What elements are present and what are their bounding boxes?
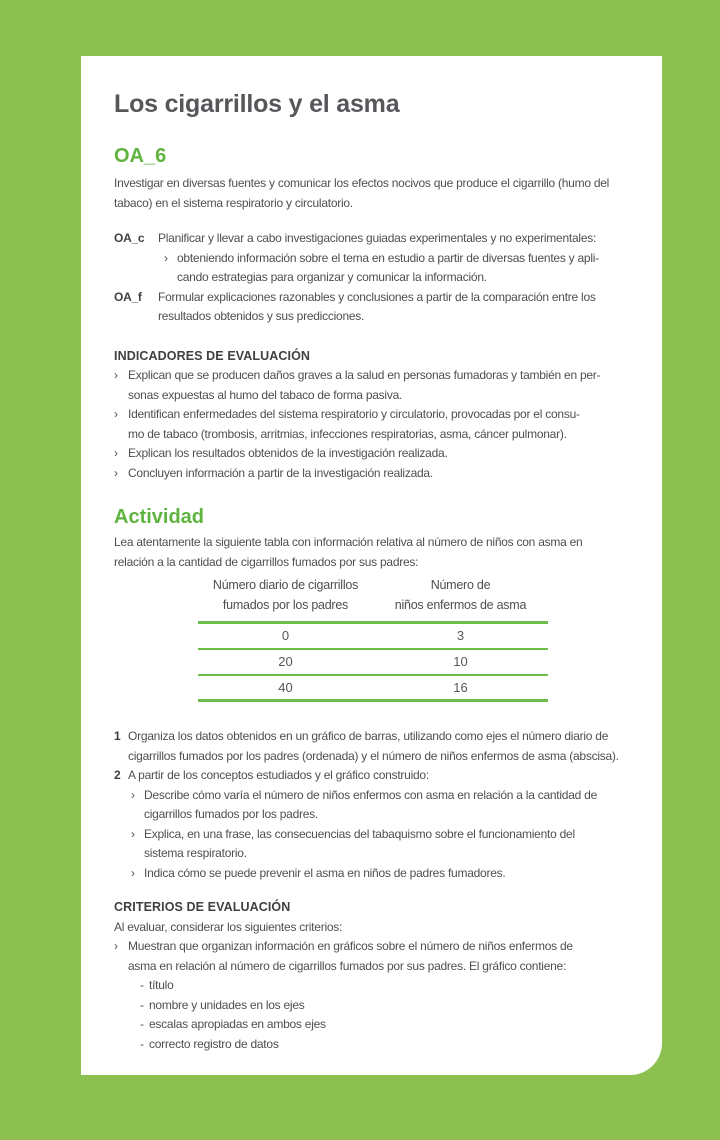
criterio-dash-text: título: [149, 978, 174, 992]
indicador-text: Explican los resultados obtenidos de la investigación realizada.: [128, 446, 448, 460]
table-cell: 10: [373, 649, 548, 675]
indicador-text: Concluyen información a partir de la investigación realizada.: [128, 465, 433, 480]
chevron-bullet-icon: ›: [131, 865, 135, 880]
table-cell: 20: [198, 649, 373, 675]
table-header-children: Número de niños enfermos de asma: [373, 576, 548, 623]
task-text: A partir de los conceptos estudiados y el gráfico construido:: [128, 768, 429, 782]
criterio-dash-item: [140, 1035, 573, 1055]
criterio-dash-text: correcto registro de datos: [149, 1036, 279, 1051]
oa-c-text: Planificar y llevar a cabo investigaciones guiadas experimentales y no experimentales:: [158, 231, 597, 245]
actividad-intro: Lea atentamente la siguiente tabla con información relativa al número de niños con asma en relación a la cantidad de cigarrillos fumados por sus padres:: [114, 535, 583, 569]
task-sub-bullet: [131, 825, 597, 864]
chevron-bullet-icon: ›: [114, 465, 118, 480]
oa-f-label: OA_f: [114, 289, 142, 304]
task-number: 2: [114, 768, 121, 782]
dash-bullet-icon: -: [140, 997, 144, 1012]
task-sub-bullet-text: Indica cómo se puede prevenir el asma en niños de padres fumadores.: [144, 865, 506, 880]
chevron-bullet-icon: ›: [131, 787, 135, 802]
page-title: Los cigarrillos y el asma: [114, 90, 400, 118]
indicador-text: Explican que se producen daños graves a la salud en personas fumadoras y también en per- sonas expuestas al humo del tabaco de forma pasiva.: [128, 368, 601, 402]
indicador-item: [114, 444, 634, 464]
criterio-dash-item: [140, 976, 573, 996]
task-text: Organiza los datos obtenidos en un gráfico de barras, utilizando como ejes el número diario de cigarrillos fumados por los padres (ordenada) y el número de niños enfermos de asma (abscisa).: [128, 729, 619, 763]
table-cell: 3: [373, 623, 548, 649]
oa-c-sub-bullet-text: obteniendo información sobre el tema en estudio a partir de diversas fuentes y apli- cando estrategias para organizar y comunicar la información.: [177, 250, 599, 284]
criterio-content: [128, 937, 573, 1054]
criterios-intro: Al evaluar, considerar los siguientes criterios:: [114, 919, 343, 934]
criterio-dash-item: [140, 1015, 573, 1035]
task-content: [128, 766, 597, 883]
task-sub-bullet-text: Describe cómo varía el número de niños enfermos con asma en relación a la cantidad de cigarrillos fumados por los padres.: [144, 787, 598, 821]
asthma-data-table: [198, 576, 548, 702]
table-header-row: [198, 576, 548, 623]
table-row: [198, 675, 548, 701]
chevron-bullet-icon: ›: [114, 407, 118, 421]
criterio-text: Muestran que organizan información en gráficos sobre el número de niños enfermos de asma en relación al número de cigarrillos fumados por sus padres. El gráfico contiene:: [128, 939, 573, 973]
table-row: [198, 649, 548, 675]
task-number: 1: [114, 729, 121, 743]
chevron-bullet-icon: ›: [164, 250, 168, 265]
chevron-bullet-icon: ›: [114, 446, 118, 460]
table-cell: 16: [373, 675, 548, 701]
criterio-dash-text: escalas apropiadas en ambos ejes: [149, 1017, 326, 1031]
task-sub-bullet: [131, 864, 597, 884]
dash-bullet-icon: -: [140, 1017, 144, 1031]
chevron-bullet-icon: ›: [114, 939, 118, 953]
table-cell: 0: [198, 623, 373, 649]
task-sub-bullet: [131, 786, 597, 825]
criterio-dash-text: nombre y unidades en los ejes: [149, 997, 305, 1012]
task-item-2: [114, 766, 634, 883]
indicador-item: [114, 366, 634, 405]
content-card: [81, 56, 662, 1075]
oa-c-label: OA_c: [114, 231, 145, 245]
oa-c-description: [158, 229, 634, 288]
oa-f-row: [114, 288, 634, 327]
indicador-text: Identifican enfermedades del sistema respiratorio y circulatorio, provocadas por el consu- mo de tabaco (trombosis, arritmias, infecciones respiratorias, asma, cáncer pulmonar).: [128, 407, 580, 441]
task-sub-bullet-text: Explica, en una frase, las consecuencias del tabaquismo sobre el funcionamiento del sistema respiratorio.: [144, 826, 575, 860]
indicador-item: [114, 405, 634, 444]
oa6-description: Investigar en diversas fuentes y comunicar los efectos nocivos que produce el cigarrillo (humo del tabaco) en el sistema respiratorio y circulatorio.: [114, 176, 610, 210]
criterio-item: [114, 937, 634, 1054]
chevron-bullet-icon: ›: [114, 368, 118, 382]
oa6-heading: OA_6: [114, 145, 167, 167]
dash-bullet-icon: -: [140, 978, 144, 992]
tasks-list: [114, 727, 634, 883]
table-row: [198, 623, 548, 649]
actividad-heading: Actividad: [114, 506, 205, 528]
criterios-heading: CRITERIOS DE EVALUACIÓN: [114, 900, 291, 914]
oa-c-row: [114, 229, 634, 288]
table-cell: 40: [198, 675, 373, 701]
criterio-dash-item: [140, 996, 573, 1016]
oa-c-sub-bullet: [164, 249, 634, 288]
dash-bullet-icon: -: [140, 1036, 144, 1051]
indicador-item: [114, 464, 634, 484]
chevron-bullet-icon: ›: [131, 826, 135, 841]
oa-f-text: Formular explicaciones razonables y conclusiones a partir de la comparación entre los resultados obtenidos y sus predicciones.: [158, 289, 596, 323]
table-header-cigarettes: Número diario de cigarrillos fumados por los padres: [198, 576, 373, 623]
task-item-1: [114, 727, 634, 766]
indicadores-heading: INDICADORES DE EVALUACIÓN: [114, 348, 311, 363]
